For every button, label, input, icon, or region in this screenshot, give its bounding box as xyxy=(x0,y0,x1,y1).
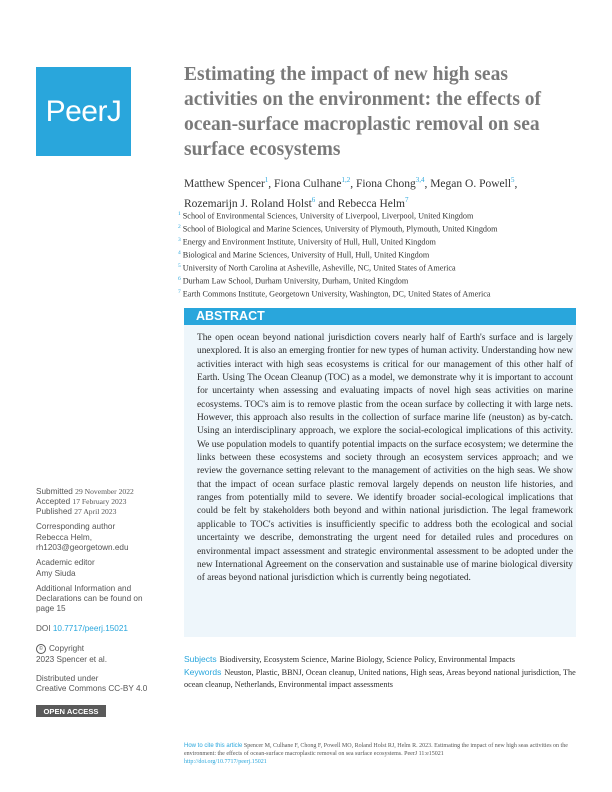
author-name: Fiona Chong xyxy=(355,177,416,190)
subjects-text: Biodiversity, Ecosystem Science, Marine Biology, Science Policy, Environmental Impacts xyxy=(219,655,515,664)
author-separator: , xyxy=(268,177,275,190)
abstract-heading-bar xyxy=(184,308,576,325)
affiliation-number: 6 xyxy=(178,275,181,282)
author-separator: , xyxy=(514,177,521,190)
affiliation-item xyxy=(178,274,588,287)
accepted-date: 17 February 2023 xyxy=(72,497,127,506)
citation xyxy=(184,742,579,767)
published-label: Published xyxy=(36,507,72,516)
submitted-label: Submitted xyxy=(36,487,73,496)
copyright-line xyxy=(36,644,176,654)
subjects-label: Subjects xyxy=(184,654,217,664)
published-date: 27 April 2023 xyxy=(74,507,117,516)
affiliation-item xyxy=(178,287,588,300)
affiliation-number: 4 xyxy=(178,249,181,256)
subjects xyxy=(184,654,584,666)
keywords xyxy=(184,667,584,690)
affiliation-item xyxy=(178,222,588,235)
affiliation-number: 5 xyxy=(178,262,181,269)
author-affiliation-number: 1 xyxy=(264,176,269,184)
author-name: Rebecca Helm xyxy=(337,197,405,210)
corresponding-author-email[interactable]: rh1203@georgetown.edu xyxy=(36,543,129,552)
affiliation-item xyxy=(178,235,588,248)
keywords-text: Neuston, Plastic, BBNJ, Ocean cleanup, United nations, High seas, Areas beyond national jurisdiction, The ocean cleanup, Netherlands, Environmental impact assessments xyxy=(184,668,576,689)
author-list xyxy=(184,172,594,212)
submitted-date: 29 November 2022 xyxy=(75,487,134,496)
license-line-1: Distributed under xyxy=(36,674,99,683)
author-name: Fiona Culhane xyxy=(274,177,342,190)
citation-text: Spencer M, Culhane F, Chong F, Powell MO, Roland Holst RJ, Helm R. 2023. Estimating the impact of new high seas activities on the environment: the effects of ocean-surface macroplastic removal on sea surface ecosystems. PeerJ 11:e15021 xyxy=(184,743,568,758)
doi-line xyxy=(36,624,176,634)
keywords-label: Keywords xyxy=(184,667,222,677)
author-affiliation-number: 6 xyxy=(311,195,316,204)
peerj-logo xyxy=(36,67,131,156)
doi-label: DOI xyxy=(36,624,51,633)
affiliation-text: University of North Carolina at Asheville, Asheville, NC, United States of America xyxy=(182,263,456,273)
copyright-text: 2023 Spencer et al. xyxy=(36,655,108,664)
author-name: Rozemarijn J. Roland Holst xyxy=(184,197,312,210)
author-affiliation-number: 1,2 xyxy=(341,176,351,184)
abstract-text: The open ocean beyond national jurisdiction covers nearly half of Earth's surface and is largely unexplored. It is also an emerging frontier for new types of human activity. Understanding how new activities interact with high seas ecosystems is critical for our management of this other half of Earth. Using The Ocean Cleanup (TOC) as a model, we demonstrate why it is important to account for uncertainty when assessing and evaluating impacts of novel high seas activities on marine ecosystems. TOC's aim is to remove plastic from the ocean surface by collecting it with large nets. However, this approach also results in the collection of surface marine life (neuston) as by-catch. Using an interdisciplinary approach, we explore the social-ecological implications of this activity. We use population models to quantify potential impacts on the surface ecosystem; we determine the links between these ecosystems and society through an ecosystem services approach; and we review the governance setting relevant to the management of activities on the high seas. We show that the impact of ocean surface plastic removal largely depends on neuston life histories, and ranges from potentially mild to severe. We identify broader social-ecological implications that could be felt by stakeholders both beyond and within national jurisdiction. The legal framework applicable to TOC's activities is insufficiently specific to address both the ecological and social uncertainty we describe, demonstrating the urgent need for detailed rules and procedures on environmental impact assessment and strategic environmental assessment to be adopted under the new International Agreement on the conservation and sustainable use of marine biological diversity of areas beyond national jurisdiction which is currently being negotiated. xyxy=(197,333,573,584)
copyright-icon: © xyxy=(36,644,46,654)
author-affiliation-number: 3,4 xyxy=(415,176,425,184)
submitted-line xyxy=(36,487,176,497)
affiliation-text: Biological and Marine Sciences, University of Hull, Hull, United Kingdom xyxy=(182,250,430,260)
affiliation-item xyxy=(178,209,588,222)
author-separator: and xyxy=(315,197,338,210)
license-line-2[interactable]: Creative Commons CC-BY 4.0 xyxy=(36,684,148,693)
citation-label: How to cite this article xyxy=(184,743,243,749)
affiliation-text: Energy and Environment Institute, University of Hull, Hull, United Kingdom xyxy=(182,237,436,247)
affiliation-text: School of Environmental Sciences, University of Liverpool, Liverpool, United Kingdom xyxy=(182,211,474,221)
affiliation-item xyxy=(178,261,588,274)
affiliation-list xyxy=(178,209,588,300)
author-affiliation-number: 5 xyxy=(511,176,515,184)
citation-url[interactable]: http://doi.org/10.7717/peerj.15021 xyxy=(184,759,267,766)
published-line xyxy=(36,507,176,517)
doi-link[interactable]: 10.7717/peerj.15021 xyxy=(52,624,128,633)
logo-text: PeerJ xyxy=(45,94,122,128)
academic-editor-name: Amy Siuda xyxy=(36,569,76,578)
author-separator: , xyxy=(424,177,431,190)
accepted-line xyxy=(36,497,176,507)
author-affiliation-number: 7 xyxy=(405,195,409,204)
affiliation-number: 2 xyxy=(178,223,181,230)
corresponding-author-label: Corresponding author xyxy=(36,522,116,531)
accepted-label: Accepted xyxy=(36,497,71,506)
author-separator: , xyxy=(350,177,356,190)
author-name: Megan O. Powell xyxy=(430,177,512,190)
abstract-heading: ABSTRACT xyxy=(196,309,265,323)
academic-editor-label: Academic editor xyxy=(36,558,95,567)
affiliation-text: School of Biological and Marine Sciences, University of Plymouth, Plymouth, United Kingdom xyxy=(182,224,498,234)
copyright-label: Copyright xyxy=(49,644,85,654)
article-title: Estimating the impact of new high seas activities on the environment: the effects of ocean-surface macroplastic removal on sea surface ecosystems xyxy=(184,64,542,160)
affiliation-number: 7 xyxy=(178,288,181,295)
affiliation-item xyxy=(178,248,588,261)
open-access-badge: OPEN ACCESS xyxy=(36,705,106,717)
affiliation-text: Earth Commons Institute, Georgetown University, Washington, DC, United States of America xyxy=(182,289,491,299)
affiliation-text: Durham Law School, Durham University, Durham, United Kingdom xyxy=(182,276,409,286)
corresponding-author-name: Rebecca Helm, xyxy=(36,533,92,542)
declarations-note: Additional Information and Declarations can be found on page 15 xyxy=(36,584,143,614)
affiliation-number: 3 xyxy=(178,236,181,243)
author-name: Matthew Spencer xyxy=(184,177,265,190)
affiliation-number: 1 xyxy=(178,211,181,217)
